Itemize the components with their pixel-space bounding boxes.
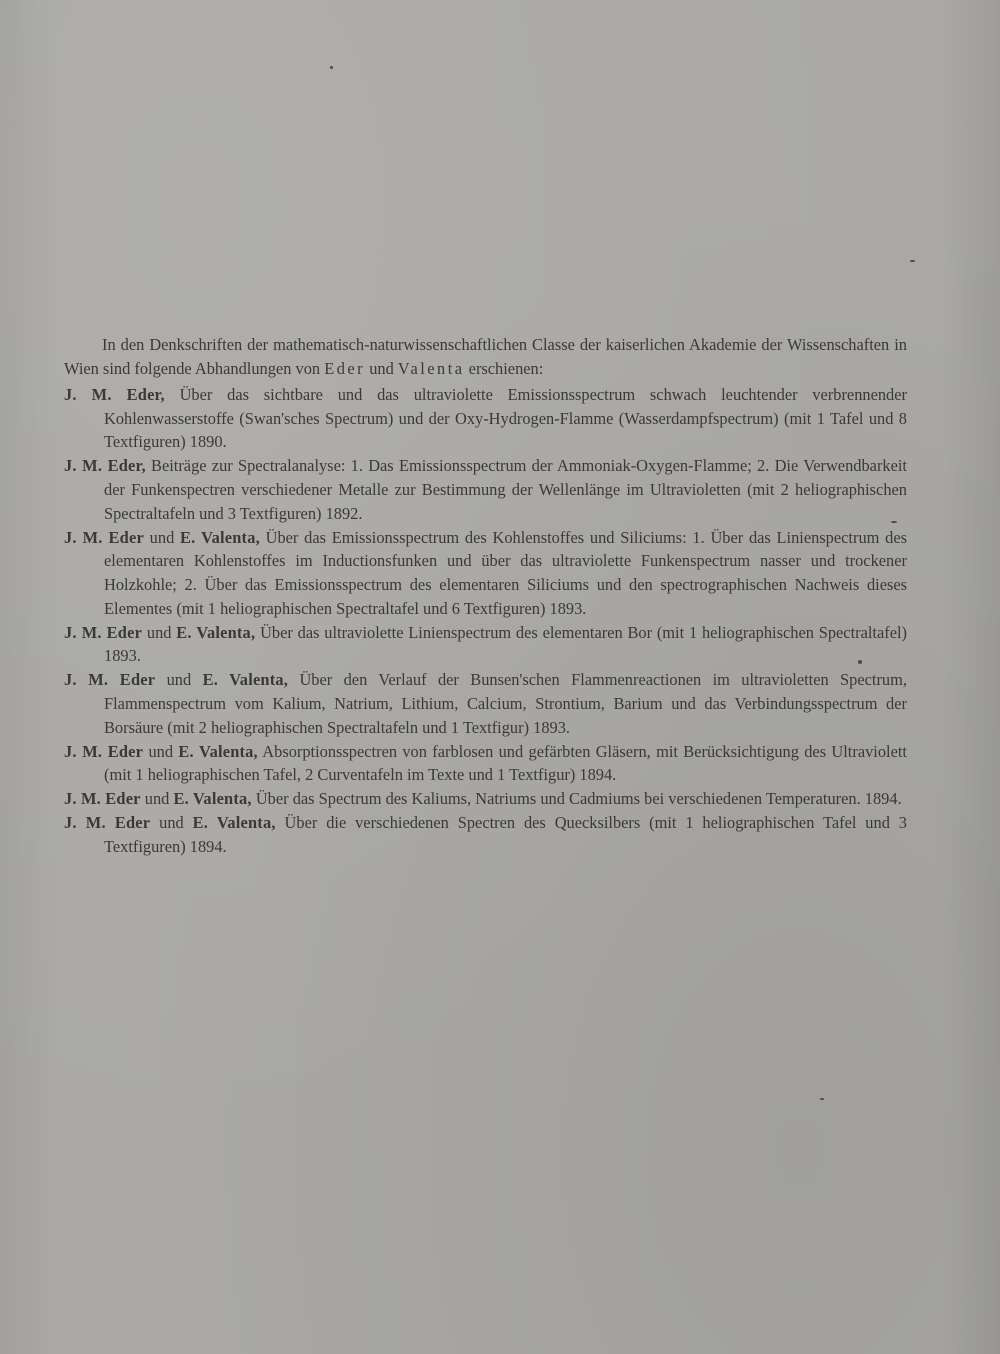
publication-entry [64, 454, 907, 525]
entry-coauthor: E. Valenta, [192, 813, 276, 833]
entry-author: J. M. Eder [64, 741, 144, 761]
entry-conjunction: und [146, 622, 172, 642]
entry-author: J. M. Eder [64, 622, 143, 642]
entry-coauthor: E. Valenta, [180, 527, 260, 547]
entry-author: J. M. Eder [64, 527, 144, 547]
entry-author: J. M. Eder [64, 789, 141, 809]
intro-text: In den Denkschriften der mathematisch-naturwissenschaftlichen Classe der kaiserlichen Akademie der Wissenschaften in Wien sind folgende Abhandlungen von [64, 335, 907, 378]
intro-name-eder: Eder [324, 358, 366, 378]
publication-entry [64, 383, 907, 454]
publication-entry [64, 668, 907, 739]
intro-name-valenta: Valenta [397, 358, 465, 378]
paper-speck [820, 1098, 824, 1100]
entry-conjunction: und [149, 527, 175, 547]
entry-author: J. M. Eder, [64, 385, 165, 405]
entry-author: J. M. Eder, [64, 456, 146, 476]
entry-conjunction: und [148, 741, 174, 761]
entry-author: J. M. Eder [64, 813, 151, 833]
entry-coauthor: E. Valenta, [173, 789, 252, 809]
paper-speck [330, 66, 333, 69]
entry-coauthor: E. Valenta, [176, 622, 256, 642]
intro-text-end: erschienen: [464, 358, 544, 378]
entry-title: Über das ultraviolette Linienspectrum des elementaren Bor (mit 1 heliographischen Spectraltafel) 1893. [104, 622, 907, 666]
publication-entry [64, 740, 907, 787]
entry-coauthor: E. Valenta, [178, 741, 258, 761]
entry-conjunction: und [166, 670, 192, 690]
publication-entry [64, 621, 907, 668]
intro-paragraph [64, 333, 907, 380]
paper-speck [910, 260, 915, 262]
intro-conjunction: und [365, 358, 398, 378]
entry-title: Über das sichtbare und das ultraviolette Emissionsspectrum schwach leuchtender verbrennender Kohlenwasserstoffe (Swan'sches Spectrum) und der Oxy-Hydrogen-Flamme (Wasserdampfspectrum) (mit 1 Tafel und 8 Textfiguren) 1890. [104, 385, 907, 452]
entry-conjunction: und [144, 789, 170, 809]
entry-title: Über das Spectrum des Kaliums, Natriums und Cadmiums bei verschiedenen Temperaturen. 1894. [255, 789, 902, 809]
entry-title: Beiträge zur Spectralanalyse: 1. Das Emissionsspectrum der Ammoniak-Oxygen-Flamme; 2. Die Verwendbarkeit der Funkenspectren verschiedener Metalle zur Bestimmung der Wellenlänge im Ultravioletten (mit 2 heliographischen Spectraltafeln und 3 Textfiguren) 1892. [104, 456, 907, 523]
entry-conjunction: und [159, 813, 184, 833]
publication-entry [64, 526, 907, 620]
entry-title: Über den Verlauf der Bunsen'schen Flammenreactionen im ultravioletten Spectrum, Flammenspectrum vom Kalium, Natrium, Lithium, Calcium, Strontium, Barium und das Verbindungsspectrum der Borsäure (mit 2 heliographischen Spectraltafeln und 1 Textfigur) 1893. [104, 670, 907, 737]
publication-entry [64, 811, 907, 858]
entry-author: J. M. Eder [64, 670, 156, 690]
entry-title: Über die verschiedenen Spectren des Quecksilbers (mit 1 heliographischen Tafel und 3 Textfiguren) 1894. [104, 813, 907, 856]
publication-notice [64, 333, 907, 859]
publication-entry [64, 787, 907, 811]
entry-title: Absorptionsspectren von farblosen und gefärbten Gläsern, mit Berücksichtigung des Ultraviolett (mit 1 heliographischen Tafel, 2 Curventafeln im Texte und 1 Textfigur) 1894. [104, 741, 907, 785]
entry-title: Über das Emissionsspectrum des Kohlenstoffes und Siliciums: 1. Über das Linienspectrum des elementaren Kohlenstoffes im Inductionsfunken und über das ultraviolette Funkenspectrum nasser und trockener Holzkohle; 2. Über das Emissionsspectrum des elementaren Siliciums und den spectrographischen Nachweis dieses Elementes (mit 1 heliographischen Spectraltafel und 6 Textfiguren) 1893. [104, 527, 907, 618]
publication-list [64, 383, 907, 858]
entry-coauthor: E. Valenta, [202, 670, 289, 690]
